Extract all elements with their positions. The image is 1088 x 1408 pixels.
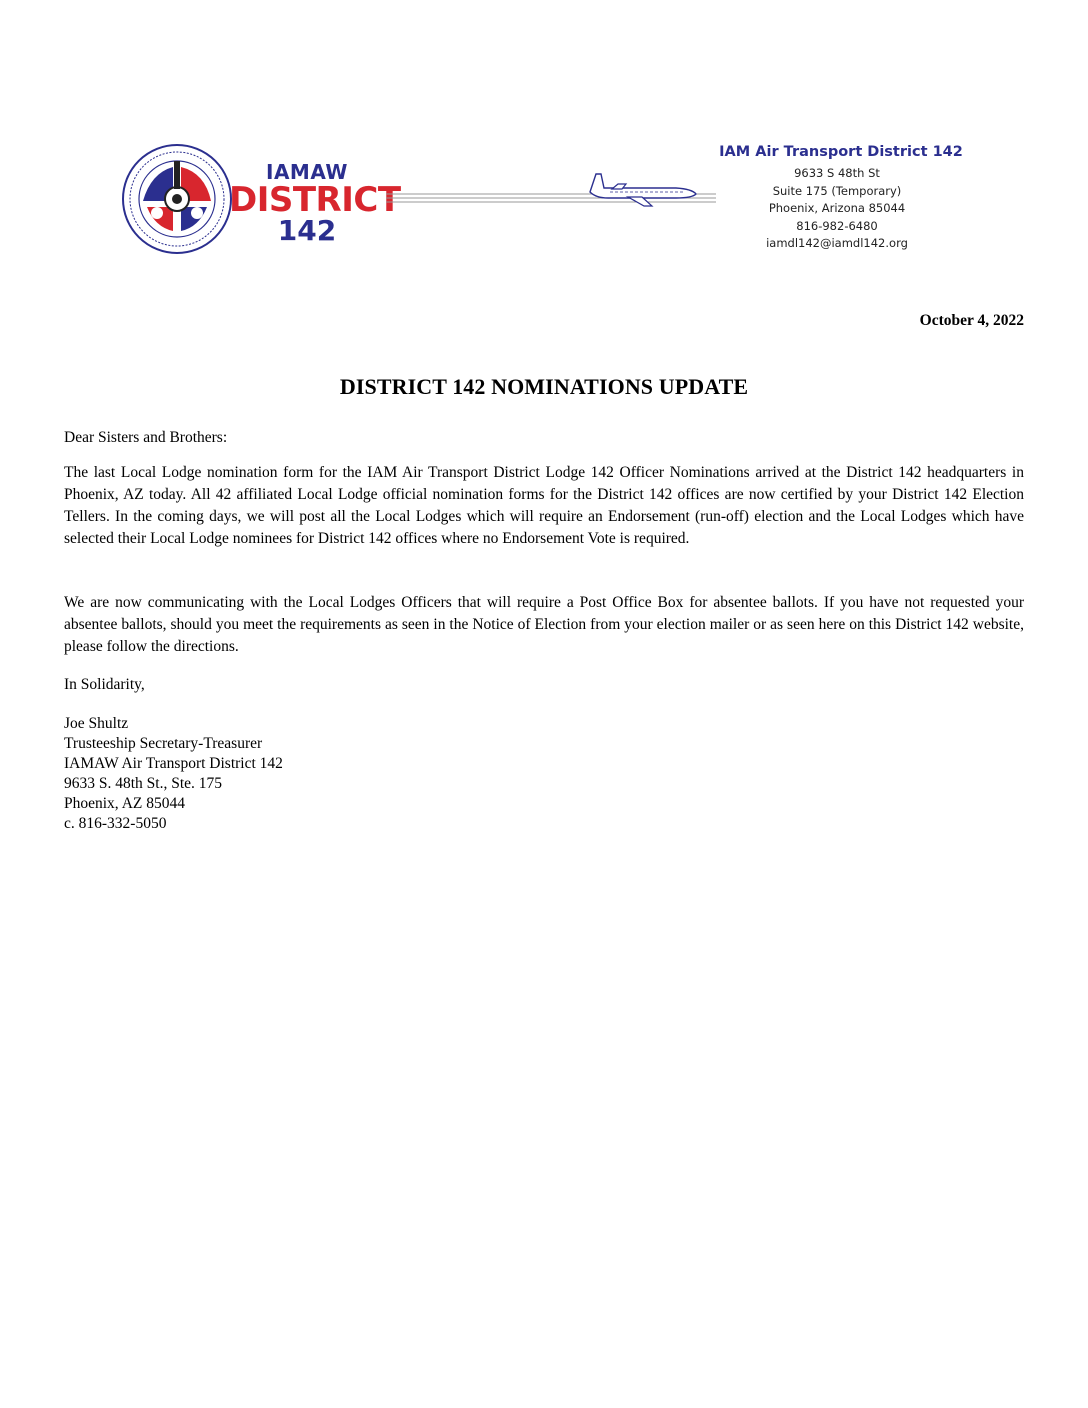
signature-block: [64, 714, 283, 834]
address-line-phone: 816-982-6480: [796, 218, 878, 233]
brand-district: DISTRICT: [229, 180, 401, 220]
signature-street: 9633 S. 48th St., Ste. 175: [64, 775, 223, 792]
signature-name: Joe Shultz: [64, 715, 129, 732]
address-line-city: Phoenix, Arizona 85044: [768, 201, 906, 215]
letter-date: October 4, 2022: [919, 312, 1024, 329]
district-logo: [229, 160, 401, 247]
letterhead-address: [700, 144, 974, 253]
closing: In Solidarity,: [64, 676, 145, 693]
paragraph-nominations: The last Local Lodge nomination form for the IAM Air Transport District Lodge 142 Officer Nominations arrived at the District 142 headquarters in Phoenix, AZ today. All 42 affiliated Local Lodge official nomination forms for the District 142 offices are now certified by your District 142 Election Tellers. In the coming days, we will post all the Local Lodges which will require an Endorsement (run-off) election and the Local Lodges which have selected their Local Lodge nominees for District 142 offices where no Endorsement Vote is required.: [64, 464, 1024, 547]
paragraph-absentee: We are now communicating with the Local Lodges Officers that will require a Post Office Box for absentee ballots. If you have not requested your absentee ballots, should you meet the requirements as seen in the Notice of Election from your election mailer or as seen here on this District 142 website, please follow the directions.: [64, 594, 1024, 655]
signature-title: Trusteeship Secretary-Treasurer: [64, 735, 263, 752]
signature-phone: c. 816-332-5050: [64, 815, 167, 832]
brand-iamaw: IAMAW: [266, 160, 348, 184]
union-seal-icon: [121, 143, 233, 255]
signature-city: Phoenix, AZ 85044: [64, 795, 185, 812]
org-title: IAM Air Transport District 142: [719, 144, 963, 160]
address-line-suite: Suite 175 (Temporary): [772, 183, 902, 198]
letter-heading: DISTRICT 142 NOMINATIONS UPDATE: [339, 374, 749, 399]
signature-org: IAMAW Air Transport District 142: [64, 755, 283, 772]
airplane-icon: [588, 168, 698, 208]
address-line-email: iamdl142@iamdl142.org: [766, 236, 908, 250]
salutation: Dear Sisters and Brothers:: [64, 429, 228, 446]
brand-number: 142: [277, 214, 337, 247]
address-line-street: 9633 S 48th St: [794, 166, 880, 180]
